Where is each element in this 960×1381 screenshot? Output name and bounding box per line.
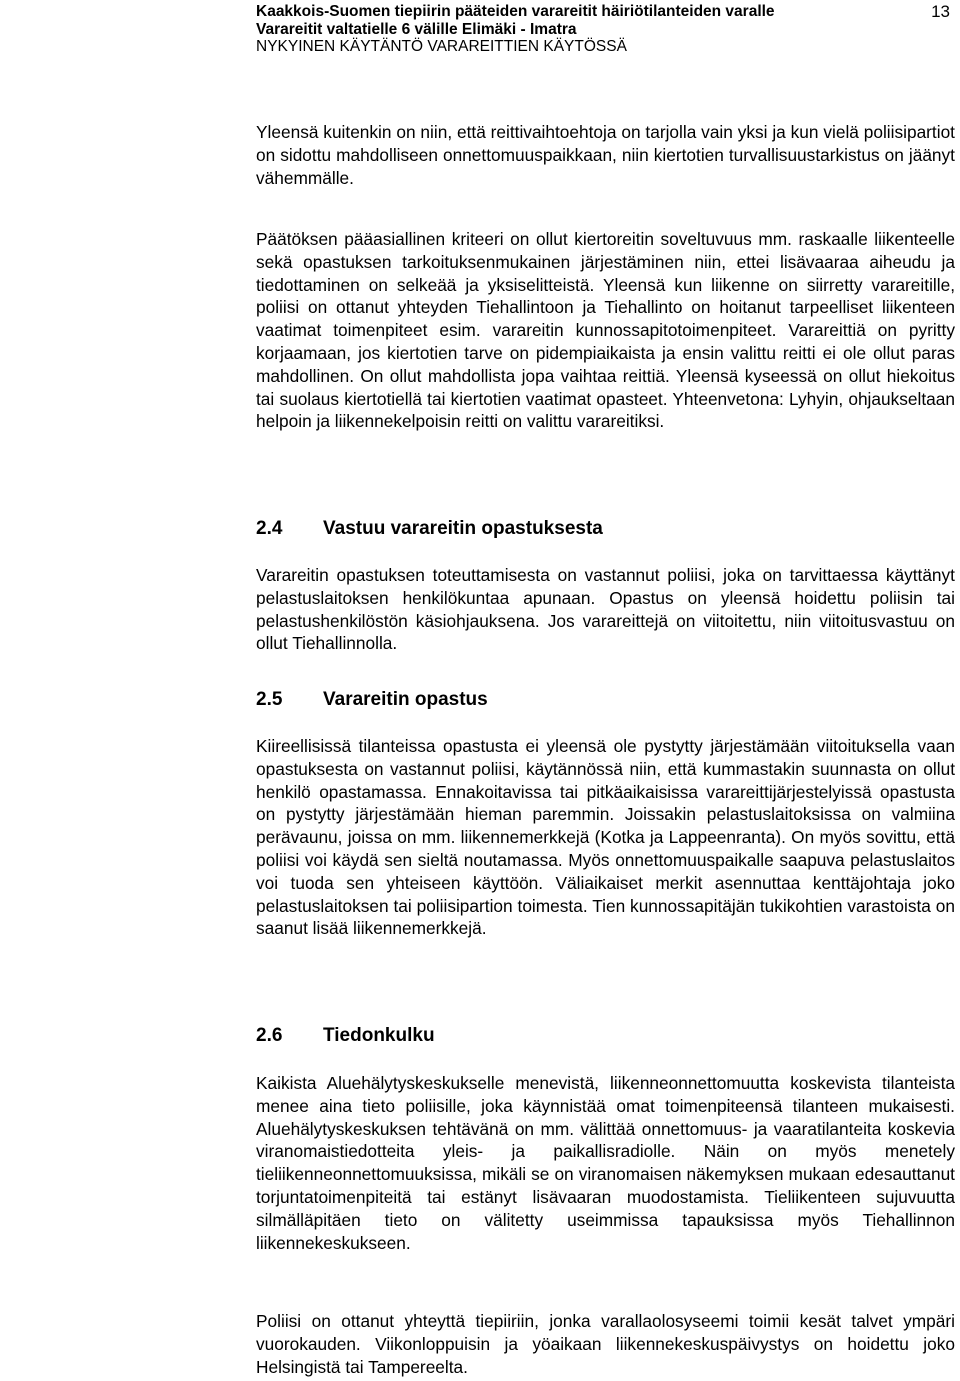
section-title: Vastuu varareitin opastuksesta [323, 518, 603, 539]
paragraph-decision-criteria [256, 228, 955, 433]
paragraph-route-alternatives [256, 121, 955, 189]
paragraph-police-contact [256, 1310, 955, 1378]
section-heading-2-6 [256, 1024, 955, 1048]
paragraph-signage-practice [256, 735, 955, 940]
section-number: 2.6 [256, 1025, 283, 1046]
paragraph-signage-responsibility [256, 564, 955, 655]
section-title: Varareitin opastus [323, 689, 488, 710]
header-report-subtitle: Varareitit valtatielle 6 välille Elimäki - Imatra [256, 20, 577, 38]
paragraph-text: Päätöksen pääasiallinen kriteeri on ollut kiertoreitin soveltuvuus mm. raskaalle liikenteelle sekä opastuksen tarkoituksenmukainen järjestäminen niin, ettei lisävaaraa aiheudu ja tiedottaminen on selkeää ja yksiselitteistä. Yleensä kun liikenne on siirretty varareitille, poliisi on ottanut yhteyden Tiehallintoon ja Tiehallinto on hoitanut tarpeelliset liikenteen vaatimat toimenpiteet esim. varareitin kunnossapitotoimenpiteet. Varareittiä on pyritty korjaamaan, jos kiertotien tarve on pidempiaikaista ja ensin valittu reitti ei ole ollut paras mahdollinen. On ollut mahdollista jopa vaihtaa reittiä. Yleensä kyseessä on ollut hiekoitus tai suolaus kiertotiellä tai kiertotien vaatimat opasteet. Yhteenvetona: Lyhyin, ohjaukseltaan helpoin ja liikennekelpoisin reitti on valittu varareitiksi. [256, 229, 955, 432]
section-number: 2.5 [256, 689, 283, 710]
paragraph-information-flow [256, 1072, 955, 1254]
running-header [256, 3, 856, 56]
section-number: 2.4 [256, 518, 283, 539]
paragraph-text: Kaikista Aluehälytyskeskukselle menevistä, liikenneonnettomuutta koskevista tilanteista menee aina tieto poliisille, joka käynnistää omat toimenpiteensä tilanteen mukaisesti. Aluehälytyskeskuksen tehtävänä on mm. välittää onnettomuus- ja vaaratilanteita koskevia viranomaistiedotteita yleis- ja paikallisradiolle. Näin on myös menetely tieliikenneonnettomuuksissa, mikäli se on viranomaisen näkemyksen mukaan edesauttanut torjuntatoimenpiteitä tai estänyt lisävaaran muodostamista. Tieliikenteen sujuvuutta silmälläpitäen tieto on välitetty useimmissa tapauksissa myös Tiehallinnon liikennekeskukseen. [256, 1073, 955, 1253]
header-report-title: Kaakkois-Suomen tiepiirin pääteiden varareitit häiriötilanteiden varalle [256, 3, 775, 20]
page-number: 13 [931, 2, 950, 21]
section-heading-2-5 [256, 688, 955, 712]
paragraph-text: Varareitin opastuksen toteuttamisesta on vastannut poliisi, joka on tarvittaessa käyttänyt pelastuslaitoksen henkilökuntaa apunaan. Opastus on yleensä hoidettu poliisin tai pelastushenkilöstön käsiohjauksena. Jos varareittejä on viitoitettu, niin viitoitusvastuu on ollut Tiehallinnolla. [256, 565, 955, 654]
paragraph-text: Poliisi on ottanut yhteyttä tiepiiriin, jonka varallaolosyseemi toimii kesät talvet ympäri vuorokauden. Viikonloppuisin ja yöaikaan liikennekeskuspäivystys on hoidettu joko Helsingistä tai Tampereelta. [256, 1311, 955, 1377]
section-title: Tiedonkulku [323, 1025, 435, 1046]
paragraph-text: Kiireellisissä tilanteissa opastusta ei yleensä ole pystytty järjestämään viitoituksella vaan opastuksesta on vastannut poliisi, käytännössä niin, että kummastakin suunnasta on ollut henkilö opastamassa. Ennakoitavissa tai pitkäaikaisissa varareittijärjestelyissä opastusta on pystytty järjestämään hieman paremmin. Joissakin pelastuslaitoksissa on valmiina perävaunu, joissa on mm. liikennemerkkejä (Kotka ja Lappeenranta). On myös sovittu, että poliisi voi käydä sen sieltä noutamassa. Myös onnettomuuspaikalle saapuva pelastuslaitos voi tuoda sen yhteiseen käyttöön. Väliaikaiset merkit asennuttaa kenttäjohtaja joko pelastuslaitoksen tai poliisipartion toimesta. Tien kunnossapitäjän tukikohtien varastoista on saanut lisää liikennemerkkejä. [256, 736, 955, 939]
header-chapter-title: NYKYINEN KÄYTÄNTÖ VARAREITTIEN KÄYTÖSSÄ [256, 38, 627, 55]
section-heading-2-4 [256, 517, 955, 541]
paragraph-text: Yleensä kuitenkin on niin, että reittivaihtoehtoja on tarjolla vain yksi ja kun vielä poliisipartiot on sidottu mahdolliseen onnettomuuspaikkaan, niin kiertotien turvallisuustarkistus on jäänyt vähemmälle. [256, 122, 955, 188]
